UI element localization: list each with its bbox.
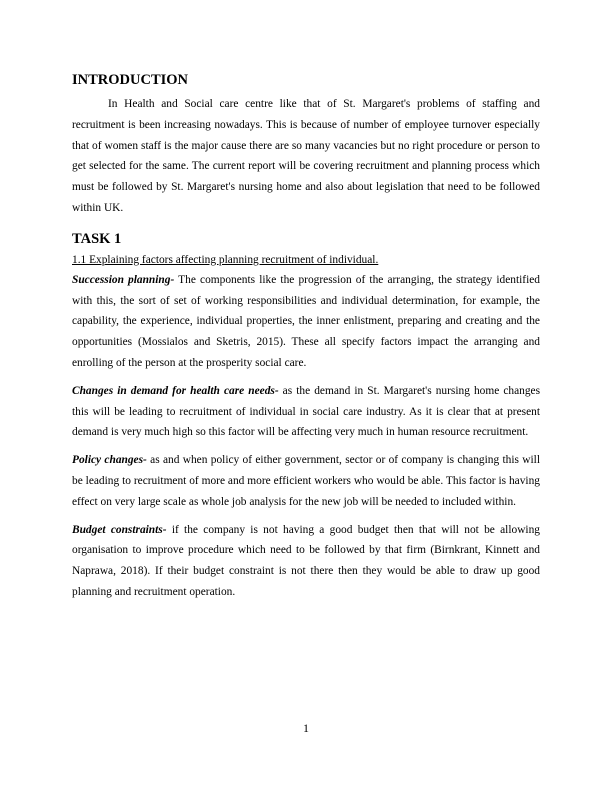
- introduction-paragraph: In Health and Social care centre like that of St. Margaret's problems of staffing and recruitment is been increasing nowadays. This is because of number of employee turnover especially that of women staff is the major cause there are so many vacancies but no right procedure or person to get selected for the same. The current report will be covering recruitment and planning process which must be followed by St. Margaret's nursing home and also about legislation that need to be followed within UK.: [72, 98, 540, 214]
- policy-changes-text: as and when policy of either government, sector or of company is changing this will be leading to recruitment of more and more efficient workers who would be able. This factor is having effect on very large scale as whole job analysis for the new job will be needed to included within.: [72, 454, 540, 508]
- succession-planning-paragraph: [72, 270, 540, 374]
- demand-changes-text: as the demand in St. Margaret's nursing home changes this will be leading to recruitment of individual in social care industry. As it is clear that at present demand is very much high so this factor will be affecting very much in human resource recruitment.: [72, 384, 541, 439]
- demand-changes-term: Changes in demand for health care needs-: [72, 384, 279, 397]
- succession-planning-text: The components like the progression of the arranging, the strategy identified with this, the sort of set of working responsibilities and individual determination, for example, the capability, the experience, individual properties, the inner enlistment, preparing and creating and the opportunities (Mossialos and Sketris, 2015). These all specify factors impact the arranging and enrolling of the person at the prosperity social care.: [72, 273, 540, 369]
- budget-constraints-text: if the company is not having a good budget then that will not be allowing organisation to improve procedure which need to be followed by that firm (Birnkrant, Kinnett and Naprawa, 2018). If their budget constraint is not there then they would be able to draw up good planning and recruitment operation.: [72, 523, 540, 598]
- budget-constraints-term: Budget constraints-: [72, 523, 167, 536]
- budget-constraints-paragraph: [72, 520, 540, 603]
- section-1-1-subheading: 1.1 Explaining factors affecting planning recruitment of individual.: [72, 253, 379, 266]
- page-number: 1: [303, 721, 309, 735]
- policy-changes-term: Policy changes-: [72, 454, 147, 467]
- demand-changes-paragraph: [72, 381, 540, 443]
- succession-planning-term: Succession planning-: [72, 273, 175, 286]
- policy-changes-paragraph: [72, 450, 540, 512]
- introduction-heading: INTRODUCTION: [72, 72, 189, 88]
- document-page: [72, 70, 540, 610]
- task-1-heading: TASK 1: [72, 230, 122, 247]
